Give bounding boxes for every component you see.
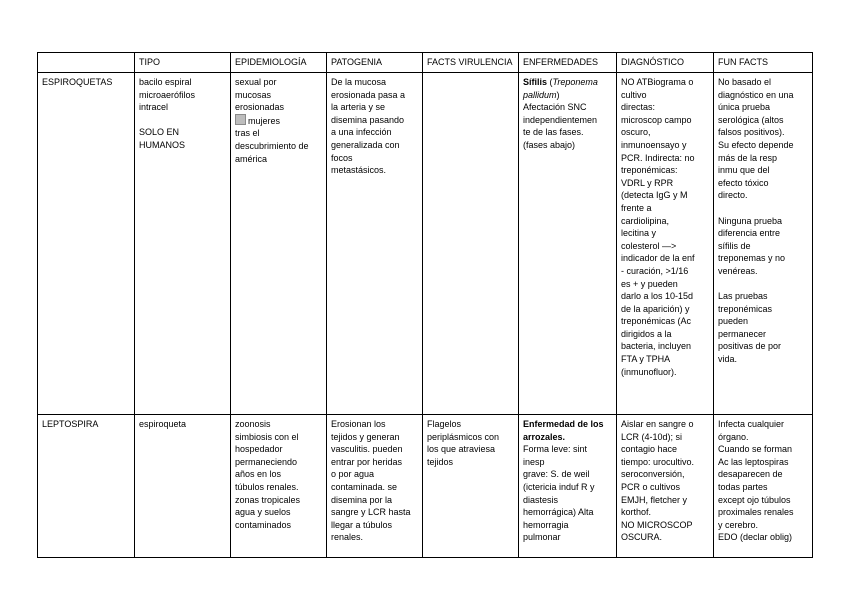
cell-epidemiologia [231, 73, 327, 415]
comparison-table [37, 52, 813, 558]
row-name: LEPTOSPIRA [38, 415, 135, 558]
header-cell-virulencia: FACTS VIRULENCIA [423, 53, 519, 73]
cell-fun-facts: Infecta cualquier órgano. Cuando se forman Ac las leptospiras desaparecen de todas partes except ojo túbulos proximales renales y cerebro. EDO (declar oblig) [714, 415, 813, 558]
disease-paren-open: ( [547, 77, 553, 87]
image-placeholder-icon [235, 114, 246, 125]
disease-detail: ) Afectación SNC independientemen te de las fases. (fases abajo) [523, 89, 598, 150]
row-name: ESPIROQUETAS [38, 73, 135, 415]
cell-virulencia [423, 73, 519, 415]
header-cell-enfermedades: ENFERMEDADES [519, 53, 617, 73]
cell-diagnostico: Aislar en sangre o LCR (4-10d); si contagio hace tiempo: urocultivo. seroconversión, PCR o cultivos EMJH, fletcher y korthof. NO MICROSCOP OSCURA. [617, 415, 714, 558]
disease-species: Treponema pallidum [523, 77, 598, 100]
header-cell-epidemiologia: EPIDEMIOLOGÍA [231, 53, 327, 73]
table-row-espiroquetas [38, 73, 813, 415]
header-cell-diagnostico: DIAGNÓSTICO [617, 53, 714, 73]
cell-virulencia: Flagelos periplásmicos con los que atraviesa tejidos [423, 415, 519, 558]
header-row [38, 53, 813, 73]
header-cell-empty [38, 53, 135, 73]
cell-patogenia: Erosionan los tejidos y generan vasculitis. pueden entrar por heridas o por agua contaminada. se disemina por la sangre y LCR hasta llegar a túbulos renales. [327, 415, 423, 558]
header-cell-patogenia: PATOGENIA [327, 53, 423, 73]
disease-detail: Forma leve: sint inesp grave: S. de weil (ictericia induf R y diastesis hemorrágica) Alta hemorragia pulmonar [523, 444, 595, 543]
header-cell-tipo: TIPO [135, 53, 231, 73]
cell-enfermedades [519, 73, 617, 415]
cell-patogenia: De la mucosa erosionada pasa a la arteria y se disemina pasando a una infección generalizada con focos metastásicos. [327, 73, 423, 415]
cell-enfermedades [519, 415, 617, 558]
epi-text-before: sexual por mucosas erosionadas [235, 77, 285, 113]
table-row-leptospira [38, 415, 813, 558]
cell-epidemiologia: zoonosis simbiosis con el hospedador permaneciendo años en los túbulos renales. zonas tropicales agua y suelos contaminados [231, 415, 327, 558]
disease-title: Enfermedad de los arrozales. [523, 419, 604, 442]
disease-title: Sífilis [523, 77, 548, 87]
cell-tipo: espiroqueta [135, 415, 231, 558]
header-cell-fun-facts: FUN FACTS [714, 53, 813, 73]
cell-tipo: bacilo espiral microaerófilos intracel SOLO EN HUMANOS [135, 73, 231, 415]
cell-fun-facts: No basado el diagnóstico en una única prueba serológica (altos falsos positivos). Su efecto depende más de la resp inmu que del efecto tóxico directo. Ninguna prueba diferencia entre sífilis de treponemas y no venéreas. Las pruebas treponémicas pueden permanecer positivas de por vida. [714, 73, 813, 415]
cell-diagnostico: NO ATBiograma o cultivo directas: microscop campo oscuro, inmunoensayo y PCR. Indirecta: no treponémicas: VDRL y RPR (detecta IgG y M frente a cardiolipina, lecitina y colesterol —> indicador de la enf - curación, >1/16 es + y pueden darlo a los 10-15d de la aparición) y treponémicas (Ac dirigidos a la bacteria, incluyen FTA y TPHA (inmunofluor). [617, 73, 714, 415]
epi-text-after: mujeres tras el descubrimiento de américa [235, 115, 309, 164]
